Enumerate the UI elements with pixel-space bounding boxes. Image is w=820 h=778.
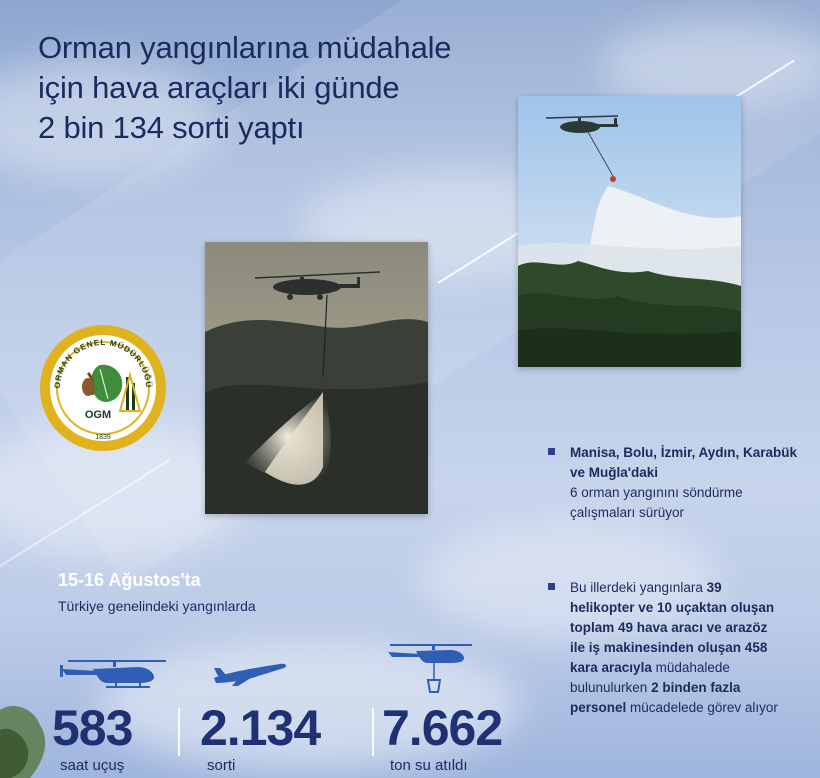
date-title: 15-16 Ağustos'ta — [58, 570, 201, 590]
bullet-1-bold: Manisa, Bolu, İzmir, Aydın, Karabük ve Muğla'daki — [570, 445, 798, 480]
bullet-2-text-after: mücadelede görev alıyor — [630, 700, 778, 715]
bullet-1-text: 6 orman yangınını söndürme çalışmaları sürüyor — [570, 485, 743, 520]
stat-flight-hours-value: 583 — [52, 700, 133, 756]
headline-line-1: Orman yangınlarına müdahale — [38, 30, 452, 65]
bullet-square-icon — [548, 448, 555, 455]
bullet-2-text-before: Bu illerdeki yangınlara — [570, 580, 703, 595]
helicopter-firefighting-photo-right — [518, 96, 741, 367]
stat-sorties-value: 2.134 — [200, 700, 321, 756]
stat-divider — [178, 708, 180, 756]
tree-foliage-decoration — [0, 700, 50, 778]
bullet-2-text-mid: müdahalede bulunulurken — [570, 660, 730, 695]
airplane-icon — [212, 658, 288, 688]
stat-water-tons-label: ton su atıldı — [390, 757, 468, 774]
decorative-diagonal-line-lower — [0, 459, 170, 567]
headline-line-3: 2 bin 134 sorti yaptı — [38, 110, 305, 145]
bullet-2-bold-1: 39 helikopter ve 10 uçaktan oluşan toplam 49 hava aracı ve arazöz ile iş makinesinden oluşan 458 kara aracıyla — [570, 580, 775, 675]
stat-sorties-label: sorti — [207, 757, 236, 774]
stat-water-tons-value: 7.662 — [382, 700, 503, 756]
logo-year: 1839 — [95, 434, 111, 441]
headline-line-2: için hava araçları iki günde — [38, 70, 400, 105]
helicopter-bucket-icon — [386, 640, 478, 696]
date-subtitle: Türkiye genelindeki yangınlarda — [58, 598, 256, 614]
helicopter-water-drop-photo-left — [205, 242, 428, 514]
stat-divider — [372, 708, 374, 756]
headline — [38, 28, 558, 148]
ogm-logo — [40, 325, 166, 451]
bullet-square-icon — [548, 583, 555, 590]
bullet-2-bold-2: 2 binden fazla personel — [570, 680, 741, 715]
bullet-point-2 — [550, 578, 810, 718]
helicopter-icon — [58, 655, 170, 691]
stat-flight-hours-label: saat uçuş — [60, 757, 125, 774]
logo-initials: OGM — [84, 409, 112, 421]
logo-arc-text: ORMAN GENEL MÜDÜRLÜĞÜ — [52, 337, 154, 389]
bullet-point-1 — [550, 443, 810, 523]
